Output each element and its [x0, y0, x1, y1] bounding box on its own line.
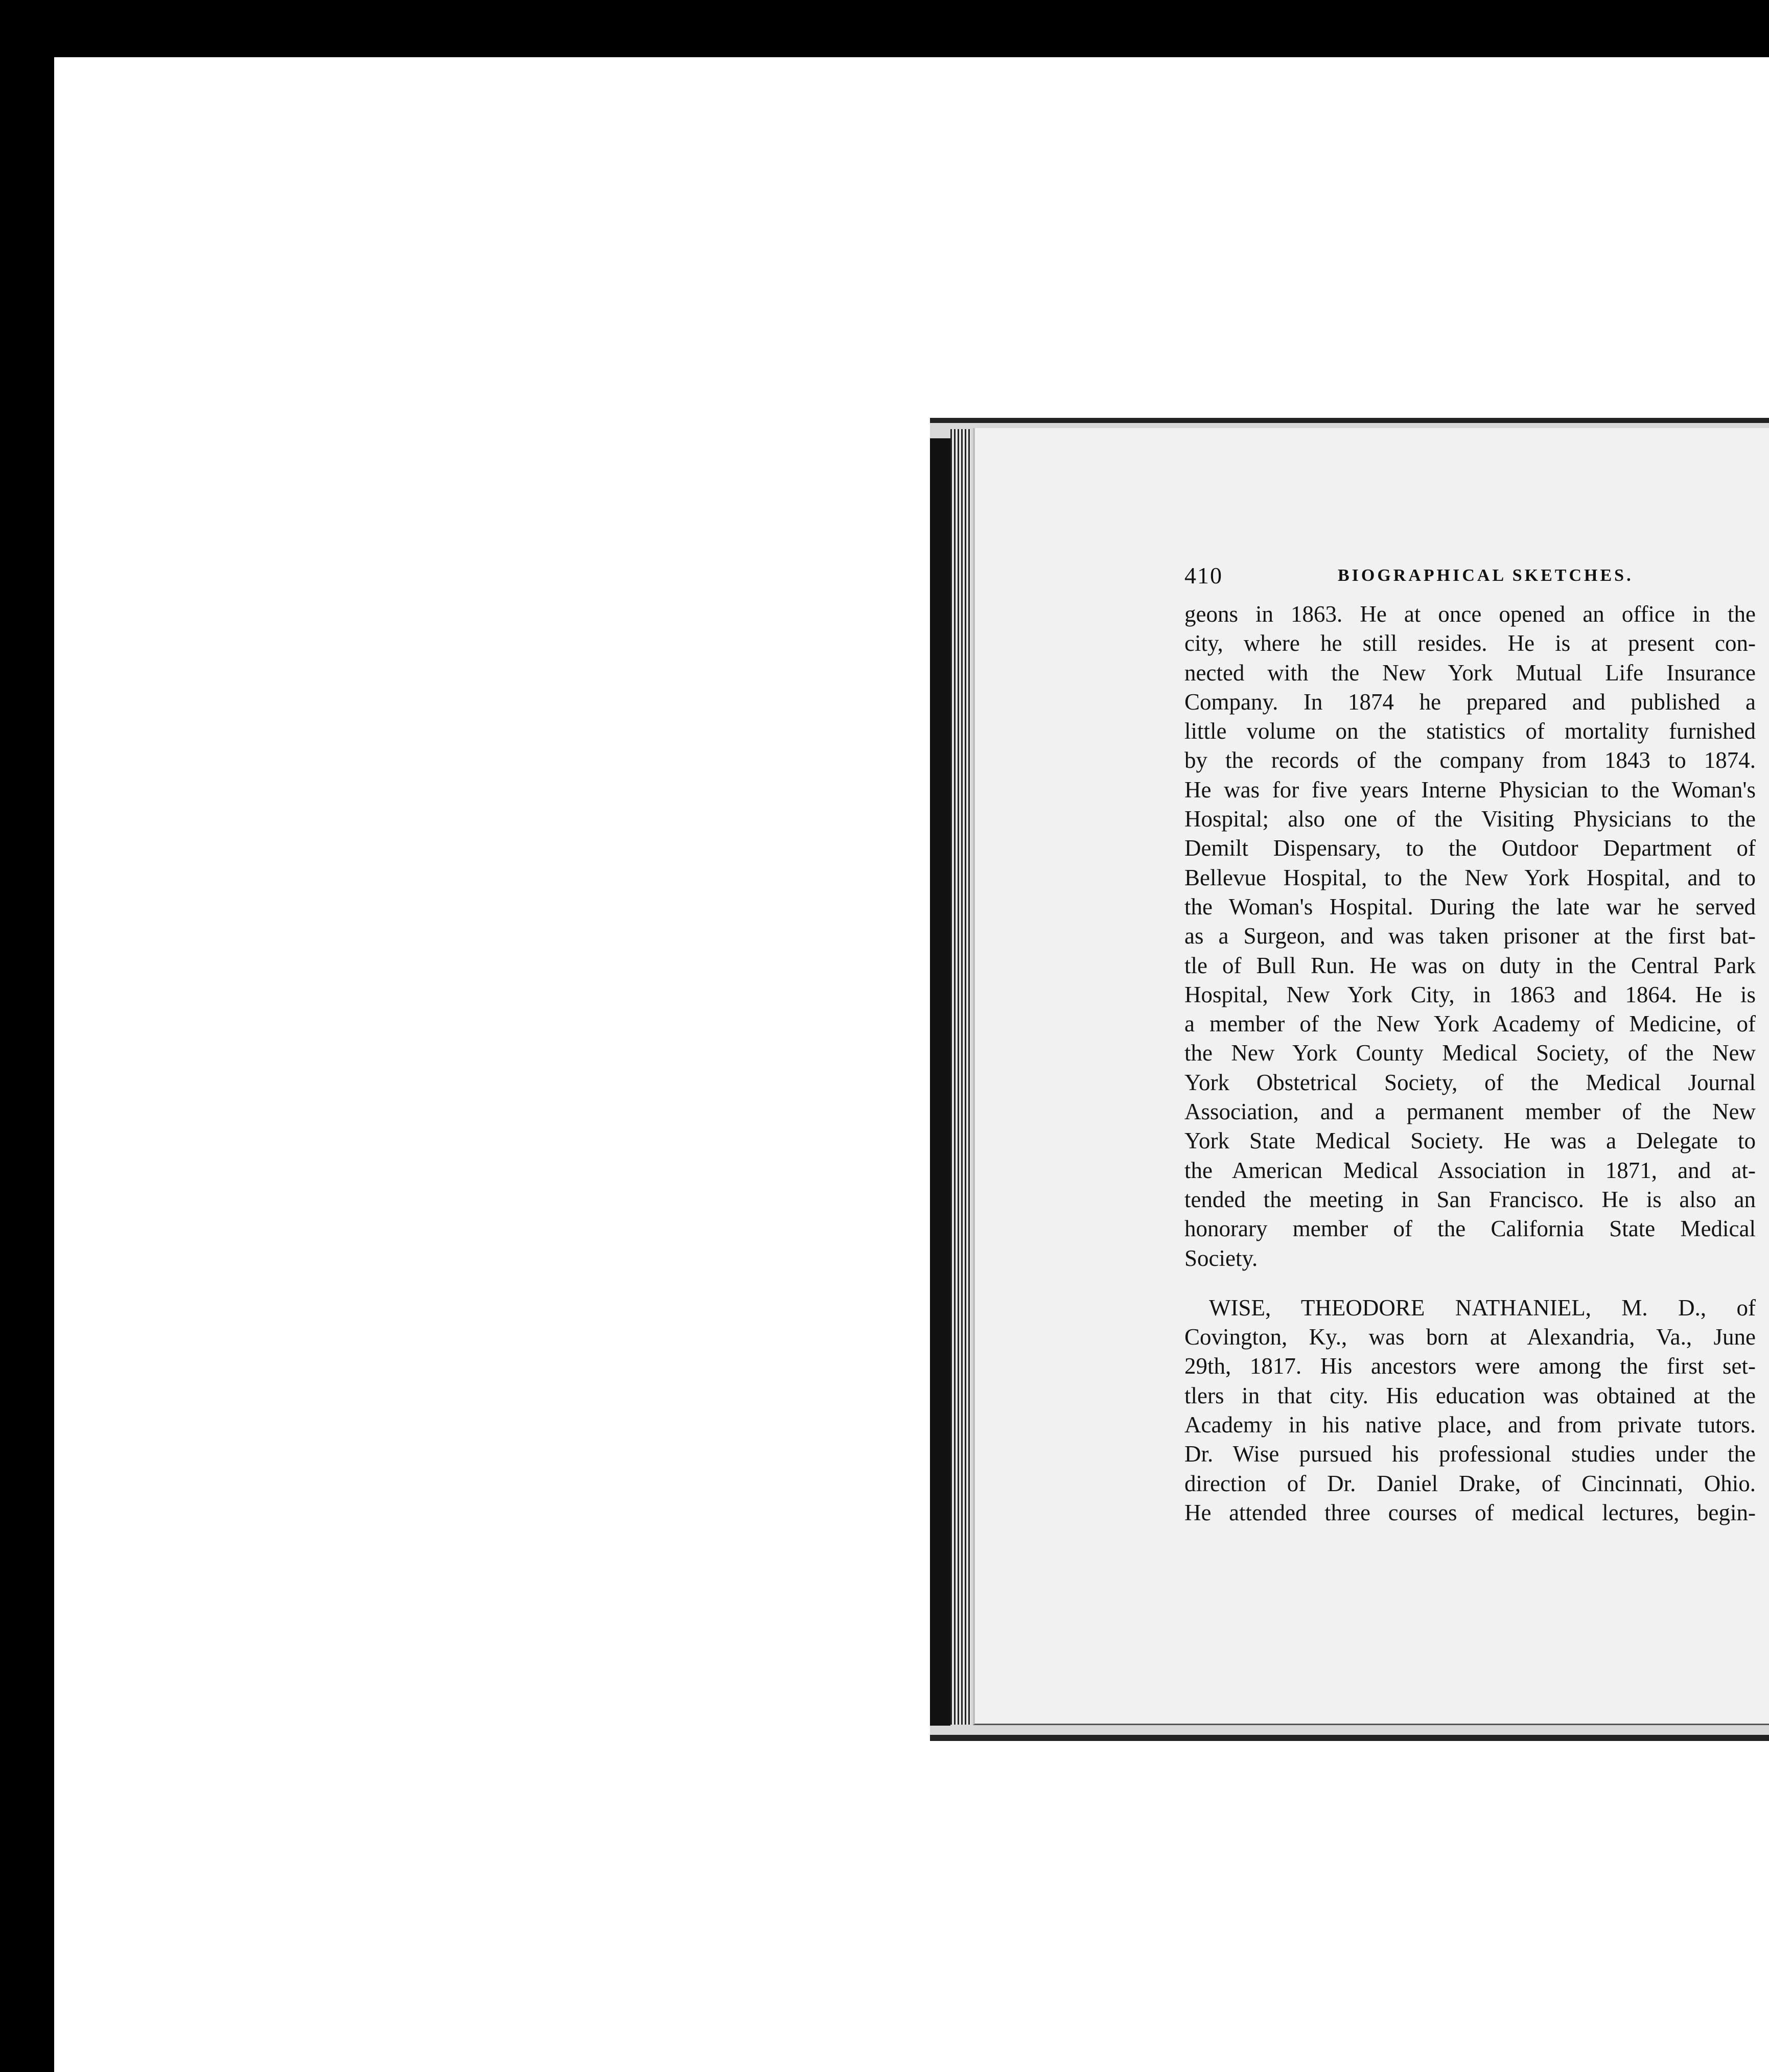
text-line: York State Medical Society. He was a Delegate to — [1184, 1128, 1756, 1154]
text-line: He attended three courses of medical lectures, begin- — [1184, 1499, 1756, 1525]
text-line: a member of the New York Academy of Medicine, of — [1184, 1011, 1756, 1037]
text-line: by the records of the company from 1843 to 1874. — [1184, 747, 1756, 773]
page-header — [1184, 562, 1741, 598]
page-edge-stack — [950, 429, 971, 1725]
text-line: tlers in that city. His education was obtained at the — [1184, 1382, 1756, 1408]
page-body — [1184, 600, 1756, 1527]
text-line: Hospital, New York City, in 1863 and 1864. He is — [1184, 981, 1756, 1007]
book-page — [973, 428, 1769, 1725]
text-line: He was for five years Interne Physician to the Woman's — [1184, 776, 1756, 803]
text-line: the American Medical Association in 1871, and at- — [1184, 1157, 1756, 1183]
text-line: honorary member of the California State Medical — [1184, 1216, 1756, 1242]
text-line: city, where he still resides. He is at present con- — [1184, 630, 1756, 656]
paragraph-2 — [1184, 1293, 1756, 1527]
text-line: York Obstetrical Society, of the Medical Journal — [1184, 1069, 1756, 1095]
text-line: 29th, 1817. His ancestors were among the first set- — [1184, 1353, 1756, 1379]
text-line: Dr. Wise pursued his professional studies under the — [1184, 1441, 1756, 1467]
text-line: Demilt Dispensary, to the Outdoor Department of — [1184, 835, 1756, 861]
text-line: direction of Dr. Daniel Drake, of Cincinnati, Ohio. — [1184, 1470, 1756, 1496]
text-line: Society. — [1184, 1245, 1258, 1271]
white-sheet — [54, 57, 1769, 2072]
text-line: Academy in his native place, and from private tutors. — [1184, 1412, 1756, 1438]
entry-heading-line: WISE, THEODORE NATHANIEL, M. D., of — [1209, 1294, 1756, 1321]
paragraph-1 — [1184, 600, 1756, 1273]
book — [930, 418, 1769, 1730]
paragraph-gap — [1184, 1273, 1756, 1293]
text-line: the Woman's Hospital. During the late war he served — [1184, 893, 1756, 920]
page-number: 410 — [1184, 562, 1223, 588]
text-line: nected with the New York Mutual Life Insurance — [1184, 660, 1756, 686]
text-line: geons in 1863. He at once opened an office in the — [1184, 601, 1756, 627]
text-line: Company. In 1874 he prepared and published a — [1184, 689, 1756, 715]
text-line: Covington, Ky., was born at Alexandria, Va., June — [1184, 1324, 1756, 1350]
text-line: as a Surgeon, and was taken prisoner at the first bat- — [1184, 923, 1756, 949]
text-line: little volume on the statistics of mortality furnished — [1184, 718, 1756, 744]
text-line: the New York County Medical Society, of the New — [1184, 1040, 1756, 1066]
text-line: tended the meeting in San Francisco. He is also an — [1184, 1186, 1756, 1212]
running-head: BIOGRAPHICAL SKETCHES. — [1338, 566, 1634, 585]
text-line: Association, and a permanent member of the New — [1184, 1099, 1756, 1125]
text-line: Hospital; also one of the Visiting Physicians to the — [1184, 806, 1756, 832]
text-line: Bellevue Hospital, to the New York Hospital, and to — [1184, 864, 1756, 890]
page-edge-block — [930, 438, 950, 1726]
text-line: tle of Bull Run. He was on duty in the Central Park — [1184, 952, 1756, 978]
